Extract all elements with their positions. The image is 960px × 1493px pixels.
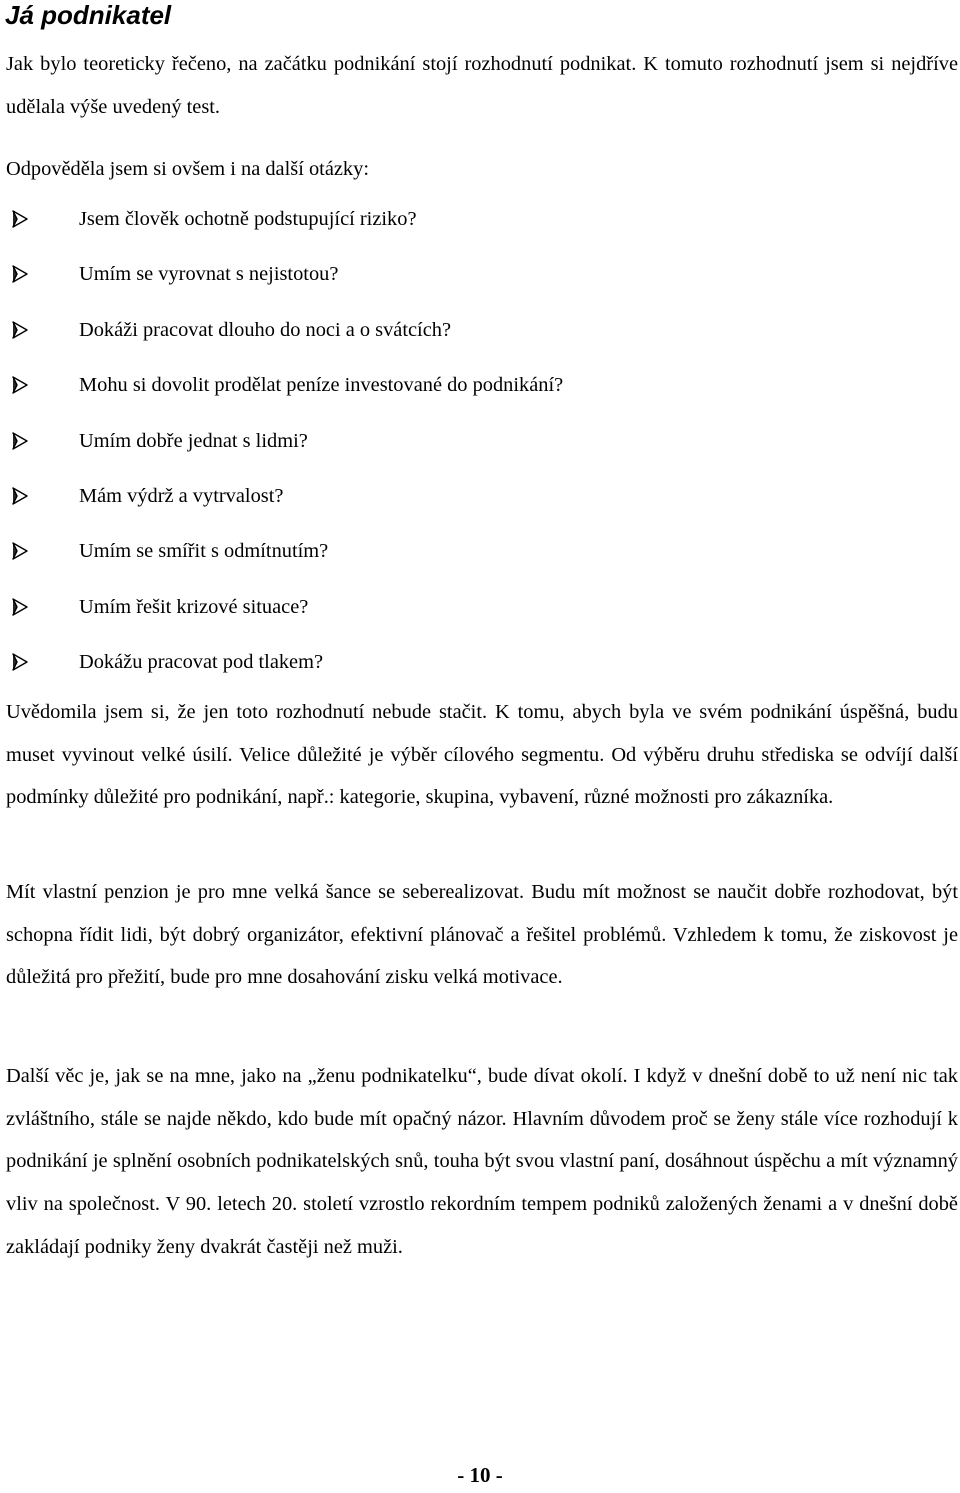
- question-text: Umím se vyrovnat s nejistotou?: [79, 263, 339, 286]
- list-item: [0, 475, 563, 530]
- arrow-bullet-icon: [10, 540, 30, 562]
- question-list: [0, 198, 563, 697]
- questions-intro: Odpověděla jsem si ovšem i na další otázky:: [6, 158, 369, 180]
- list-item: [0, 253, 563, 308]
- list-item: [0, 586, 563, 641]
- section-heading: Já podnikatel: [5, 0, 172, 30]
- body-paragraph-1: Uvědomila jsem si, že jen toto rozhodnutí nebude stačit. K tomu, abych byla ve svém podnikání úspěšná, budu muset vyvinout velké úsilí. Velice důležité je výběr cílového segmentu. Od výběru druhu střediska se odvíjí další podmínky důležité pro podnikání, např.: kategorie, skupina, vybavení, různé možnosti pro zákazníka.: [6, 701, 958, 809]
- body-paragraph-2: Mít vlastní penzion je pro mne velká šance se seberealizovat. Budu mít možnost se naučit dobře rozhodovat, být schopna řídit lidi, být dobrý organizátor, efektivní plánovač a řešitel problémů. Vzhledem k tomu, že ziskovost je důležitá pro přežití, bude pro mne dosahování zisku velká motivace.: [6, 881, 958, 989]
- question-text: Dokáži pracovat dlouho do noci a o svátcích?: [79, 318, 451, 341]
- list-item: [0, 420, 563, 475]
- list-item: [0, 364, 563, 419]
- question-text: Mohu si dovolit prodělat peníze investované do podnikání?: [79, 374, 564, 397]
- question-text: Mám výdrž a vytrvalost?: [79, 484, 284, 507]
- question-text: Jsem člověk ochotně podstupující riziko?: [79, 208, 417, 230]
- question-text: Umím řešit krizové situace?: [79, 595, 309, 618]
- arrow-bullet-icon: [10, 263, 30, 285]
- intro-paragraph: Jak bylo teoreticky řečeno, na začátku podnikání stojí rozhodnutí podnikat. K tomuto rozhodnutí jsem si nejdříve udělala výše uvedený test.: [6, 53, 958, 118]
- list-item: [0, 641, 563, 696]
- arrow-bullet-icon: [10, 208, 30, 230]
- list-item: [0, 530, 563, 585]
- body-paragraph-3: Další věc je, jak se na mne, jako na „ženu podnikatelku“, bude dívat okolí. I když v dnešní době to už není nic tak zvláštního, stále se najde někdo, kdo bude mít opačný názor. Hlavním důvodem proč se ženy stále více rozhodují k podnikání je splnění osobních podnikatelských snů, touha být svou vlastní paní, dosáhnout úspěchu a mít významný vliv na společnost. V 90. letech 20. století vzrostlo rekordním tempem podniků založených ženami a v dnešní době zakládají podniky ženy dvakrát častěji než muži.: [6, 1065, 958, 1258]
- question-text: Dokážu pracovat pod tlakem?: [79, 651, 324, 674]
- arrow-bullet-icon: [10, 430, 30, 452]
- arrow-bullet-icon: [10, 651, 30, 673]
- question-text: Umím dobře jednat s lidmi?: [79, 429, 308, 452]
- arrow-bullet-icon: [10, 596, 30, 618]
- list-item: [0, 198, 563, 253]
- arrow-bullet-icon: [10, 485, 30, 507]
- arrow-bullet-icon: [10, 319, 30, 341]
- question-text: Umím se smířit s odmítnutím?: [79, 540, 329, 563]
- list-item: [0, 309, 563, 364]
- page-number: - 10 -: [457, 1463, 503, 1487]
- arrow-bullet-icon: [10, 374, 30, 396]
